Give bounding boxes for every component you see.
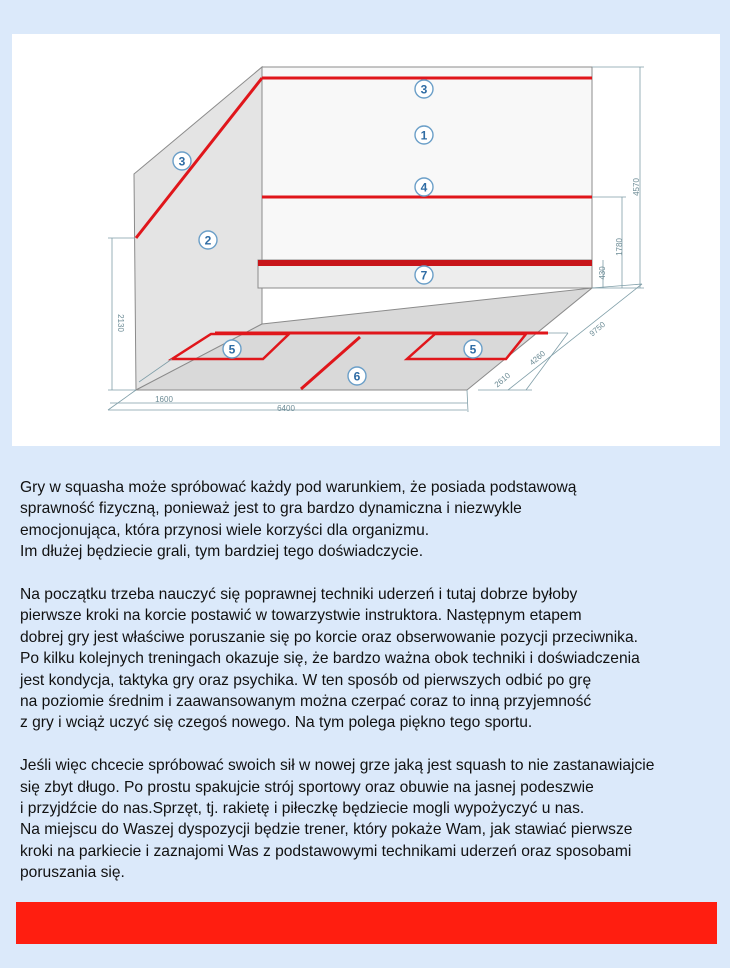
text-line: Po kilku kolejnych treningach okazuje się, że bardzo ważna obok techniki i doświadczenia: [20, 650, 640, 668]
badge-out-line-side: [173, 152, 191, 170]
text-line: dobrej gry jest właściwe poruszanie się po korcie oraz obserwowanie pozycji przeciwnika.: [20, 628, 638, 646]
paragraph-intro: [20, 477, 725, 563]
dim-court-width: 6400: [277, 404, 295, 413]
text-line: jest kondycja, taktyka gry oraz psychika. W ten sposób od pierwszych odbić po grę: [20, 671, 592, 689]
badge-tin: [415, 266, 433, 284]
badge-service-box-left-number: 5: [228, 342, 236, 357]
tin-top-line: [258, 260, 592, 266]
court-drawing: [12, 34, 720, 446]
badge-half-court-line-number: 6: [353, 369, 361, 384]
badge-front-wall-number: 1: [420, 128, 428, 143]
paragraph-invitation: [20, 755, 725, 883]
dim-court-length: 9750: [587, 319, 608, 339]
dim-tin-height: 430: [598, 266, 607, 280]
text-line: Na miejscu do Waszej dyspozycji będzie trener, który pokaże Wam, jak stawiać pierwsze: [20, 821, 633, 839]
front-wall: [262, 67, 592, 288]
badge-half-court-line: [348, 367, 366, 385]
dim-front-wall-height: 4570: [632, 178, 641, 196]
badge-out-line-side-number: 3: [178, 154, 186, 169]
badge-service-box-left: [223, 340, 241, 358]
squash-court-diagram: [12, 34, 720, 446]
text-line: Jeśli więc chcecie spróbować swoich sił w nowej grze jaką jest squash to nie zastanawiajcie: [20, 757, 655, 775]
badge-side-wall: [199, 231, 217, 249]
text-line: pierwsze kroki na korcie postawić w towarzystwie instruktora. Następnym etapem: [20, 607, 582, 625]
dim-back-wall-height: 2130: [116, 314, 125, 332]
text-line: Gry w squasha może spróbować każdy pod warunkiem, że posiada podstawową: [20, 479, 577, 496]
badge-front-wall: [415, 126, 433, 144]
badge-service-line-number: 4: [420, 180, 428, 195]
footer-red-bar: [16, 902, 717, 944]
badge-out-line-front: [415, 80, 433, 98]
badge-service-box-right-number: 5: [469, 342, 477, 357]
text-line: Na początku trzeba nauczyć się poprawnej techniki uderzeń i tutaj dobrze byłoby: [20, 586, 578, 604]
text-line: Im dłużej będziecie grali, tym bardziej tego doświadczycie.: [20, 543, 424, 561]
badge-service-box-right: [464, 340, 482, 358]
text-line: z gry i wciąż uczyć się czegoś nowego. Na tym polega piękno tego sportu.: [20, 714, 533, 732]
text-line: się zbyt długo. Po prostu spakujcie strój sportowy oraz obuwie na jasnej podeszwie: [20, 778, 594, 796]
text-line: i przyjdźcie do nas.Sprzęt, tj. rakietę i piłeczkę będziecie mogli wypożyczyć u nas.: [20, 800, 585, 818]
badge-out-line-front-number: 3: [420, 82, 428, 97]
dim-service-box-width: 1600: [155, 395, 173, 404]
paragraph-technique: [20, 584, 725, 734]
badge-side-wall-number: 2: [204, 233, 212, 248]
text-line: na poziomie średnim i zaawansowanym można czerpać coraz to inną przyjemność: [20, 693, 592, 711]
dim-service-box-depth: 2610: [492, 370, 513, 390]
badge-tin-number: 7: [420, 268, 428, 283]
text-line: sprawność fizyczną, ponieważ jest to gra bardzo dynamiczna i niezwykle: [20, 500, 522, 518]
text-line: emocjonująca, która przynosi wiele korzyści dla organizmu.: [20, 521, 430, 539]
article-text: [20, 477, 725, 905]
text-line: kroki na parkiecie i zaznajomi Was z podstawowymi technikami uderzeń oraz sposobami: [20, 842, 632, 860]
dim-service-line-height: 1780: [615, 238, 624, 256]
badge-service-line: [415, 178, 433, 196]
dim-short-line-distance: 4260: [527, 348, 548, 368]
text-line: poruszania się.: [20, 864, 125, 882]
